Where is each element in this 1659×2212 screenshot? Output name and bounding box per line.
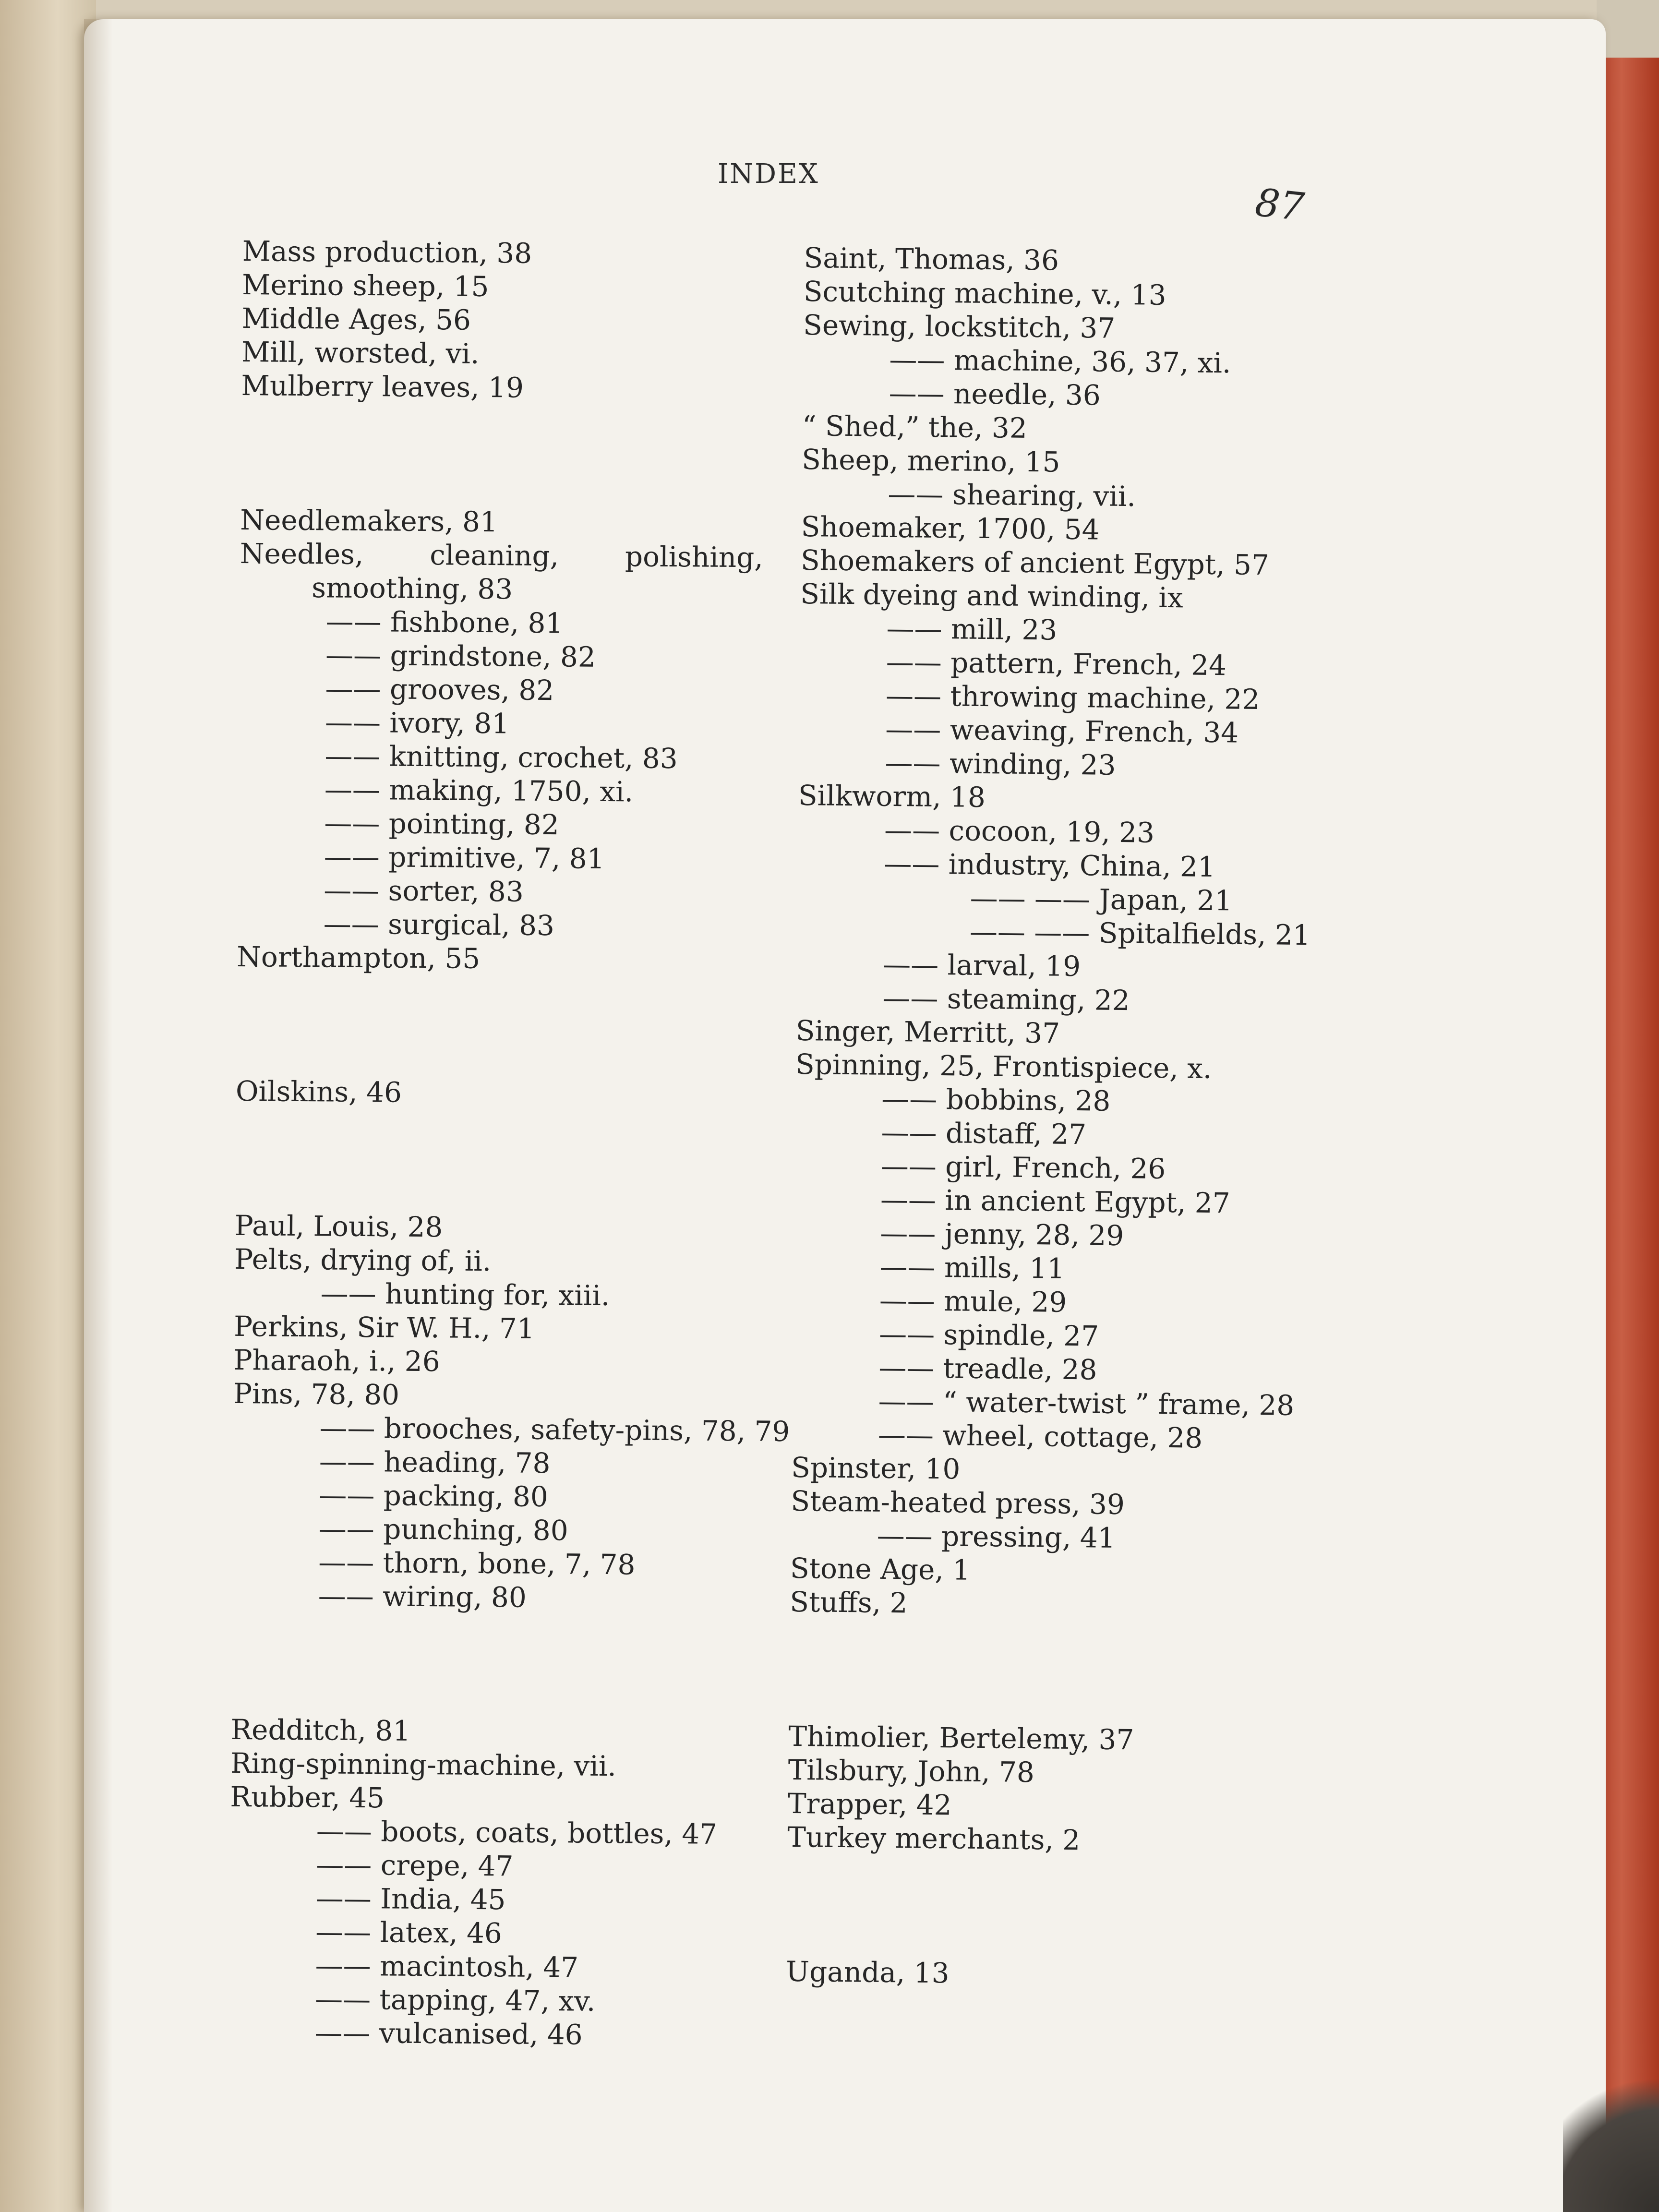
section-gap [235, 1108, 783, 1213]
index-subentry: —— tapping, 47, xv. [314, 1983, 596, 2018]
index-subentry: —— jenny, 28, 29 [880, 1216, 1124, 1252]
index-subentry: —— bobbins, 28 [881, 1082, 1111, 1118]
background-surface [1597, 0, 1659, 67]
index-entry: Uganda, 13 [785, 1955, 950, 1990]
index-subentry: —— latex, 46 [315, 1915, 503, 1950]
index-subentry: —— boots, coats, bottles, 47 [316, 1815, 718, 1851]
index-subentry: —— —— Spitalfields, 21 [969, 915, 1311, 952]
index-entry: Saint, Thomas, 36 [804, 241, 1059, 277]
book-spine-shadow [0, 0, 96, 2212]
index-subentry: —— packing, 80 [319, 1479, 549, 1514]
index-entry: Silk dyeing and winding, ix [800, 577, 1184, 614]
index-subentry: —— crepe, 47 [316, 1848, 514, 1883]
index-entry: Scutching machine, v., 13 [803, 275, 1166, 312]
index-entry-word: Needles, [240, 537, 364, 571]
index-subentry: —— larval, 19 [882, 948, 1081, 983]
book-page [84, 19, 1606, 2212]
index-entry: Northampton, 55 [236, 940, 481, 975]
index-subentry: —— brooches, safety-pins, 78, 79 [319, 1411, 790, 1448]
index-entry: Perkins, Sir W. H., 71 [233, 1310, 535, 1345]
index-entry: Singer, Merritt, 37 [795, 1014, 1060, 1050]
section-gap [236, 974, 784, 1079]
index-entry: Oilskins, 46 [235, 1074, 402, 1109]
index-entry-word: cleaning, [430, 539, 559, 573]
index-subentry: —— treadle, 28 [878, 1351, 1097, 1386]
section-gap [789, 1619, 1462, 1727]
index-entry: Stone Age, 1 [790, 1551, 971, 1587]
index-subentry: —— macintosh, 47 [315, 1949, 579, 1984]
index-subentry: —— weaving, French, 34 [885, 712, 1239, 749]
handwritten-page-number: 87 [1253, 180, 1307, 230]
index-subentry: —— wheel, cottage, 28 [878, 1418, 1203, 1455]
index-entry: Mulberry leaves, 19 [241, 369, 524, 404]
index-subentry: —— shearing, vii. [888, 477, 1136, 513]
index-entry: Mass production, 38 [242, 234, 532, 270]
index-entry: Thimolier, Bertelemy, 37 [788, 1719, 1134, 1756]
index-subentry: —— heading, 78 [319, 1445, 551, 1480]
index-subentry: —— winding, 23 [885, 746, 1116, 781]
index-entry: Sewing, lockstitch, 37 [803, 308, 1116, 345]
index-entry: Ring-spinning-machine, vii. [230, 1746, 617, 1783]
index-subentry: —— pressing, 41 [877, 1519, 1116, 1554]
index-entry: Trapper, 42 [787, 1787, 952, 1822]
index-subentry: —— ivory, 81 [325, 706, 510, 740]
index-column-left [228, 234, 790, 2053]
index-subentry: —— punching, 80 [318, 1512, 568, 1547]
index-entry: Shoemaker, 1700, 54 [801, 510, 1100, 546]
section-gap [231, 1612, 779, 1717]
page-title: INDEX [718, 158, 819, 190]
index-entry: Shoemakers of ancient Egypt, 57 [800, 543, 1270, 582]
index-entry: Merino sheep, 15 [241, 268, 489, 303]
book-cover-edge [1597, 58, 1659, 2212]
index-entry: Tilsbury, John, 78 [788, 1753, 1035, 1789]
index-subentry: —— distaff, 27 [881, 1116, 1087, 1151]
section-gap [786, 1854, 1459, 1962]
index-entry: Mill, worsted, vi. [241, 335, 480, 370]
index-subentry: —— grooves, 82 [325, 672, 554, 707]
index-subentry: —— thorn, bone, 7, 78 [318, 1546, 636, 1581]
index-subentry: —— industry, China, 21 [884, 847, 1216, 884]
page-gutter [84, 19, 113, 2212]
index-subentry: —— machine, 36, 37, xi. [889, 343, 1231, 380]
index-subentry: smoothing, 83 [311, 571, 513, 606]
index-subentry: —— India, 45 [315, 1882, 506, 1916]
index-subentry: —— surgical, 83 [323, 907, 555, 942]
index-subentry: —— knitting, crochet, 83 [325, 739, 678, 775]
index-subentry: —— grindstone, 82 [325, 638, 596, 673]
index-entry: Spinning, 25, Frontispiece, x. [795, 1047, 1212, 1085]
index-subentry: —— mill, 23 [886, 612, 1058, 647]
index-entry: Pelts, drying of, ii. [234, 1242, 492, 1278]
index-entry: Sheep, merino, 15 [801, 443, 1060, 479]
index-entry: Rubber, 45 [230, 1780, 385, 1815]
index-subentry: —— sorter, 83 [324, 874, 524, 908]
index-entry: Paul, Louis, 28 [234, 1209, 443, 1244]
index-subentry: —— in ancient Egypt, 27 [880, 1183, 1230, 1220]
index-subentry: —— mills, 11 [879, 1250, 1065, 1285]
index-subentry: —— wiring, 80 [318, 1579, 527, 1614]
index-entry: Redditch, 81 [230, 1713, 411, 1747]
index-subentry: —— pattern, French, 24 [886, 645, 1227, 682]
index-subentry: —— pointing, 82 [324, 806, 560, 842]
index-entry [240, 537, 764, 575]
index-entry: Pharaoh, i., 26 [233, 1343, 440, 1378]
index-entry-word: polishing, [625, 540, 763, 574]
index-entry: Pins, 78, 80 [233, 1377, 400, 1411]
index-subentry: —— steaming, 22 [882, 981, 1130, 1017]
index-subentry: —— primitive, 7, 81 [324, 840, 605, 875]
index-subentry: —— vulcanised, 46 [314, 2016, 583, 2051]
index-subentry: —— spindle, 27 [878, 1317, 1099, 1353]
index-entry: Steam-heated press, 39 [791, 1484, 1125, 1521]
section-gap [240, 402, 789, 507]
index-subentry: —— —— Japan, 21 [970, 881, 1233, 917]
index-subentry: —— girl, French, 26 [880, 1149, 1166, 1185]
index-subentry: —— hunting for, xiii. [320, 1277, 610, 1312]
index-subentry: —— “ water-twist ” frame, 28 [878, 1384, 1295, 1422]
index-subentry: —— mule, 29 [879, 1284, 1067, 1319]
index-column-right [786, 241, 1476, 1995]
index-subentry: —— fishbone, 81 [325, 605, 564, 640]
index-entry: Stuffs, 2 [789, 1585, 908, 1620]
index-entry: Spinster, 10 [791, 1451, 961, 1486]
index-entry: Turkey merchants, 2 [787, 1820, 1081, 1857]
index-entry: Needlemakers, 81 [240, 503, 498, 539]
index-subentry: —— making, 1750, xi. [324, 773, 634, 808]
index-entry: “ Shed,” the, 32 [802, 409, 1028, 445]
index-subentry: —— needle, 36 [889, 376, 1101, 412]
index-subentry: —— cocoon, 19, 23 [884, 813, 1155, 849]
index-subentry: —— throwing machine, 22 [885, 679, 1260, 716]
index-entry: Silkworm, 18 [798, 779, 986, 814]
index-entry: Middle Ages, 56 [241, 301, 471, 337]
object-in-corner [1563, 2054, 1659, 2212]
